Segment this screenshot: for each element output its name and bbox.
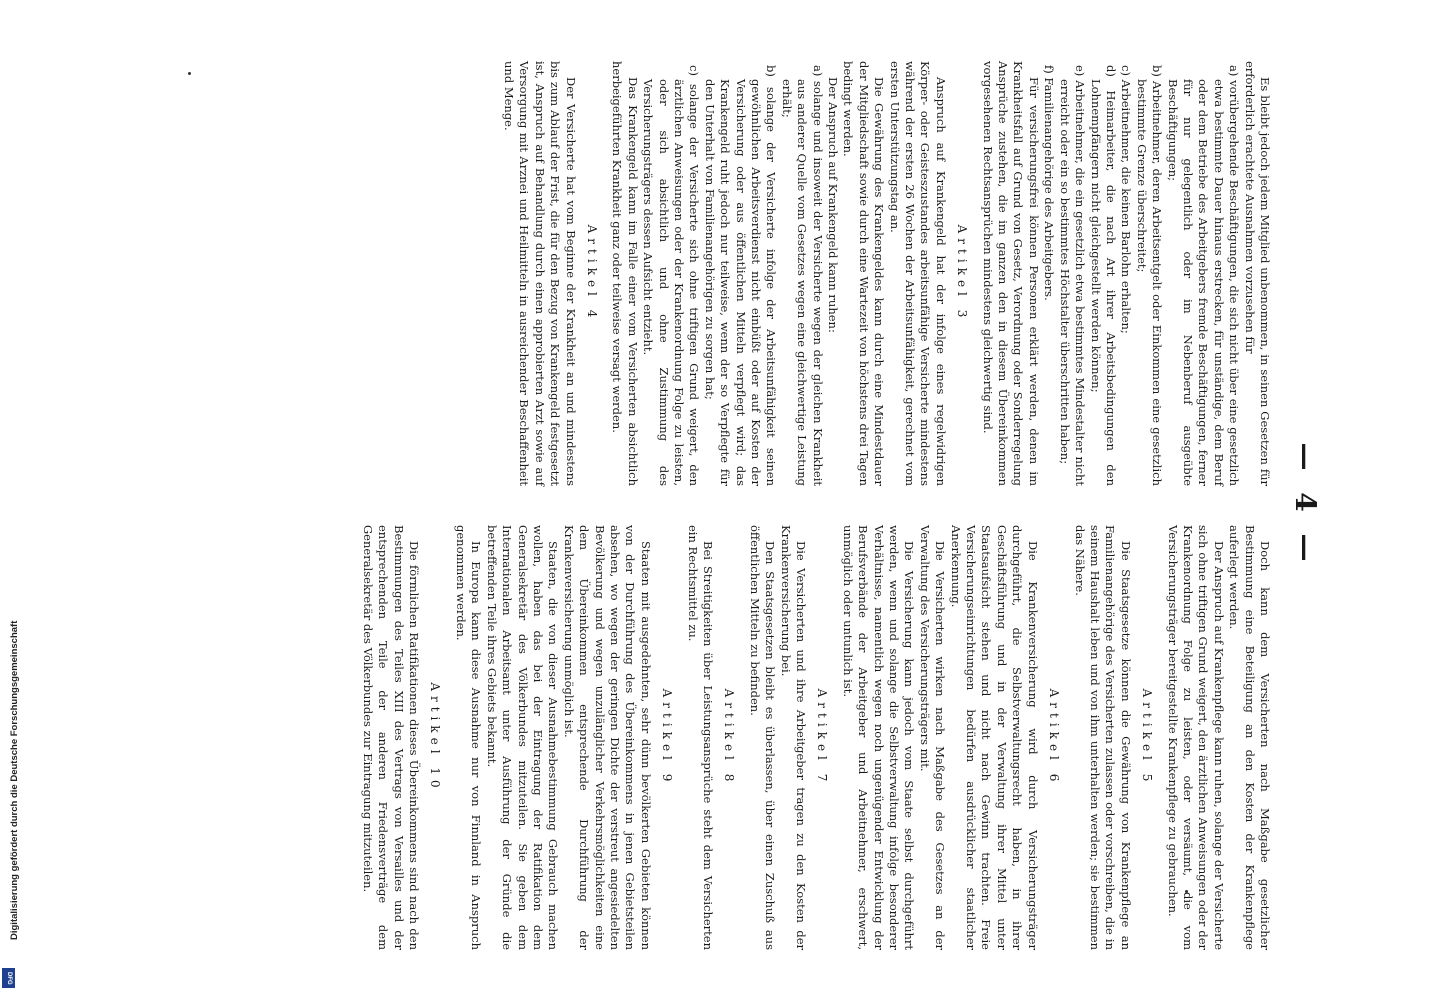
list-item: c) solange der Versicherte sich ohne triftigen Grund weigert, den ärztlichen Anweisungen oder der Krankenordnung Folge zu leisten, oder sich absichtlich und ohne Zustimmung des Versicherungsträgers dessen Aufsicht entzieht. xyxy=(641,65,702,486)
list-item: a) solange und insoweit der Versicherte wegen der gleichen Krankheit aus anderer Quelle vom Gesetzes wegen eine gleichwertige Leistung erhält; xyxy=(779,65,825,486)
article-heading: Artikel 9 xyxy=(660,688,675,787)
paragraph: Die Staatsgesetze können die Gewährung von Krankenpflege an Familienangehörige des Versicherten zulassen oder vorschreiben, die in seinem Haushalt leben und von ihm unterhalten werden; sie bestimmen das Nähere. xyxy=(1072,525,1133,950)
article-heading: Artikel 8 xyxy=(722,688,737,787)
paragraph: In Europa kann diese Ausnahme nur von Finnland in Anspruch genommen werden. xyxy=(453,525,484,950)
rotated-page-content xyxy=(110,55,1330,955)
list-item: c) Arbeitnehmer, die keinen Barlohn erhalten; xyxy=(1119,65,1134,334)
paragraph: Die Versicherten und ihre Arbeitgeber tragen zu den Kosten der Krankenversicherung bei. xyxy=(778,525,809,950)
list-item: b) Arbeitnehmer, deren Arbeitsentgelt oder Einkommen eine gesetzlich bestimmte Grenze überschreitet; xyxy=(1134,65,1165,486)
paragraph: Die förmlichen Ratifikationen dieses Übereinkommens sind nach den Bestimmungen des Teiles XIII des Vertrags von Versailles und der entsprechenden Teile der anderen Friedensverträge dem Generalsekretär des Völkerbundes zur Eintragung mitzuteilen. xyxy=(360,525,422,950)
article-heading: Artikel 5 xyxy=(1140,688,1155,787)
list-item: a) vorübergehende Beschäftigungen, die sich nicht über eine gesetzlich etwa bestimmte Dauer hinaus erstrecken, für unständige, dem Beruf oder dem Betriebe des Arbeitgebers fremde Beschäftigungen, ferner für nur gelegentlich oder im Nebenberuf ausgeübte Beschäftigungen; xyxy=(1165,65,1242,486)
funding-credit: Digitalisierung gefördert durch die Deutsche Forschungsgemeinschaft xyxy=(9,620,20,940)
paragraph: Die Gewährung des Krankengeldes kann durch eine Mindestdauer der Mitgliedschaft sowie durch eine Wartezeit von höchstens drei Tagen bedingt werden. xyxy=(841,61,887,486)
article-heading: Artikel 7 xyxy=(815,688,830,787)
list-item: f) Familienangehörige des Arbeitgebers. xyxy=(1042,65,1057,301)
paragraph: Die Krankenversicherung wird durch Versicherungsträger durchgeführt, die Selbstverwaltungsrecht haben, in ihrer Geschäftsführung und in der Verwaltung ihrer Mittel unter Staatsaufsicht stehen und nicht nach Gewinn trachten. Freie Versicherungseinrichtungen bedürfen ausdrücklicher staatlicher Anerkennung. xyxy=(948,525,1040,950)
scanned-page xyxy=(110,55,1330,955)
paragraph: Die Versicherten wirken nach Maßgabe des Gesetzes an der Verwaltung des Versicherungsträgers mit. xyxy=(917,525,948,950)
paragraph: Für versicherungsfrei können Personen erklärt werden, denen im Krankheitsfall auf Grund von Gesetz, Verordnung oder Sonderregelung Ansprüche zustehen, die im ganzen den in diesem Übereinkommen vorgesehenen Rechtsansprüchen mindestens gleichwertig sind. xyxy=(980,61,1041,486)
article-heading: Artikel 6 xyxy=(1047,688,1062,787)
left-text-column xyxy=(501,61,1273,486)
dfg-logo-icon: DFG xyxy=(2,968,15,988)
paragraph: Die Versicherung kann jedoch vom Staate selbst durchgeführt werden, wenn und solange die Selbstverwaltung infolge besonderer Verhältnisse, namentlich wegen noch ungenügender Entwicklung der Berufsverbände der Arbeitgeber und Arbeitnehmer, erschwert, unmöglich oder untunlich ist. xyxy=(840,525,917,950)
paragraph: Das Krankengeld kann im Falle einer vom Versicherten absichtlich herbeigeführten Krankheit ganz oder teilweise versagt werden. xyxy=(610,61,640,486)
paragraph: Staaten, die von dieser Ausnahmebestimmung Gebrauch machen wollen, haben das bei der Eintragung der Ratifikation dem Generalsekretär des Völkerbundes mitzuteilen. Sie geben dem Internationalen Arbeitsamt unter Ausführung der Gründe die betreffenden Teile ihres Gebiets bekannt. xyxy=(484,525,561,950)
paragraph: Der Anspruch auf Krankengeld kann ruhen: xyxy=(826,77,841,333)
paragraph: Bei Streitigkeiten über Leistungsansprüche steht dem Versicherten ein Rechtsmittel zu. xyxy=(685,525,715,950)
credit-strip xyxy=(0,0,18,1000)
list-item: b) solange der Versicherte infolge der Arbeitsunfähigkeit seinen gewöhnlichen Arbeitsverdienst nicht einbüßt oder auf Kosten der Versicherung oder aus öffentlichen Mitteln verpflegt wird; das Krankengeld ruht jedoch nur teilweise, wenn der so Verpflegte für den Unterhalt von Familienangehörigen zu sorgen hat; xyxy=(702,65,779,486)
paragraph: Der Versicherte hat vom Beginne der Krankheit an und mindestens bis zum Ablauf der Frist, die für den Bezug von Krankengeld festgesetzt ist, Anspruch auf Behandlung durch einen approbierten Arzt sowie auf Versorgung mit Arznei und Heilmitteln in ausreichender Beschaffenheit und Menge. xyxy=(501,61,578,486)
paragraph: Den Staatsgesetzen bleibt es überlassen, über einen Zuschuß aus öffentlichen Mitteln zu befinden. xyxy=(747,525,778,950)
article-heading: Artikel 10 xyxy=(428,682,443,793)
article-heading: Artikel 3 xyxy=(955,224,970,323)
paragraph: Es bleibt jedoch jedem Mitglied unbenommen, in seinen Gesetzen für erforderlich erachtete Ausnahmen vorzusehen für xyxy=(1242,61,1272,486)
paragraph: Der Anspruch auf Krankenpflege kann ruhen, solange der Versicherte sich ohne triftigen Grund weigert, den ärztlichen Anweisungen oder der Krankenordnung Folge zu leisten, oder versäumt, die vom Versicherungsträger bereitgestellte Krankenpflege zu gebrauchen. xyxy=(1165,525,1226,950)
list-item: e) Arbeitnehmer, die ein gesetzlich etwa bestimmtes Mindestalter nicht erreicht oder ein so bestimmtes Höchstalter überschritten haben; xyxy=(1057,65,1088,486)
article-heading: Artikel 4 xyxy=(584,224,599,323)
list-item: d) Heimarbeiter, die nach Art ihrer Arbeitsbedingungen den Lohnempfängern nicht gleichgestellt werden können; xyxy=(1088,65,1118,486)
paragraph: Staaten mit ausgedehnten, sehr dünn bevölkerten Gebieten können von der Durchführung des Übereinkommens in jenen Gebietsteilen absehen, wo wegen der geringen Dichte der verstreut angesiedelten Bevölkerung und wegen unzulänglicher Verkehrsmöglichkeiten eine dem Übereinkommen entsprechende Durchführung der Krankenversicherung unmöglich ist. xyxy=(561,525,653,950)
paragraph: Doch kann dem Versicherten nach Maßgabe gesetzlicher Bestimmung eine Beteiligung an den Kosten der Krankenpflege auferlegt werden. xyxy=(1227,525,1272,950)
paragraph: Anspruch auf Krankengeld hat der infolge eines regelwidrigen Körper- oder Geisteszustandes arbeitsunfähige Versicherte mindestens während der ersten 26 Wochen der Arbeitsunfähigkeit, gerechnet vom ersten Unterstützungstag an. xyxy=(887,61,948,486)
right-text-column xyxy=(359,525,1272,950)
page-number: — 4 — xyxy=(1289,442,1322,568)
